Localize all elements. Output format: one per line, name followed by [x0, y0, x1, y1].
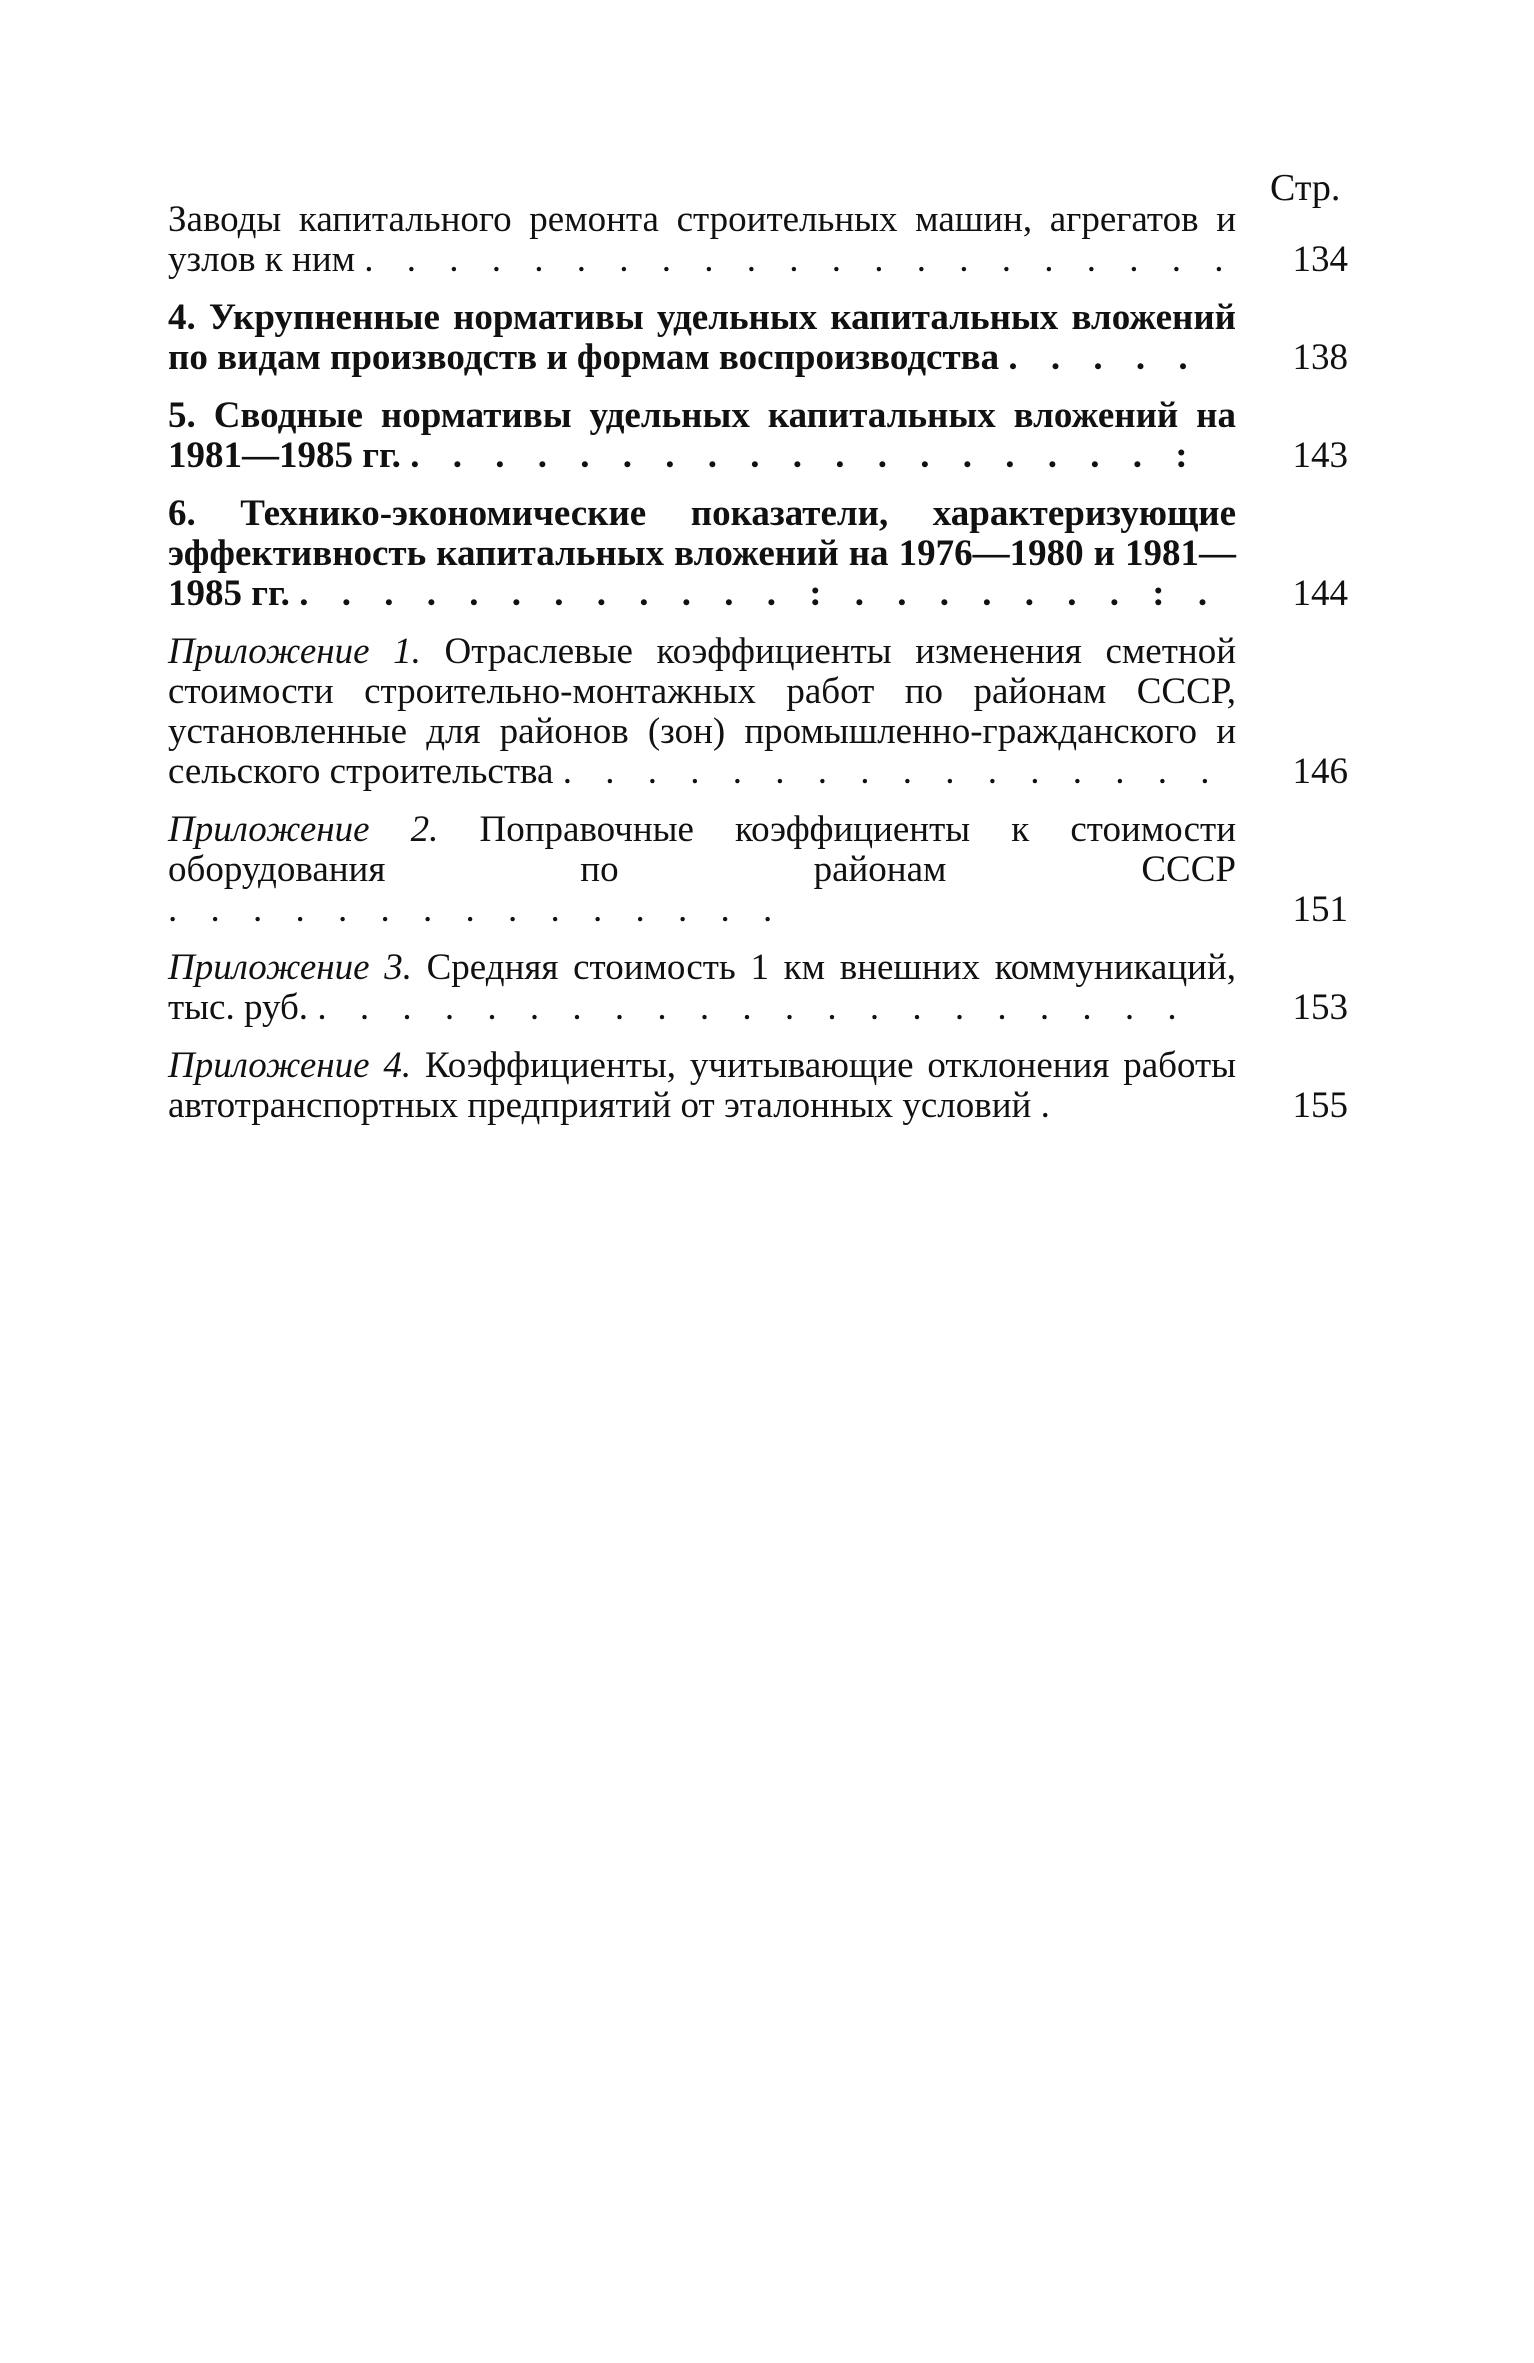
appendix-label: Приложение 4. — [168, 1045, 412, 1086]
toc-entry-text — [168, 494, 1236, 614]
toc-entry-title: Средняя стоимость 1 км внешних коммуникаций, тыс. руб. — [168, 947, 1236, 1028]
toc-entry-title: 6. Технико-экономические показатели, характеризующие эффективность капитальных вложений на 1976—1980 и 1981—1985 гг. — [168, 493, 1236, 614]
toc-entry-appendix-2 — [168, 810, 1348, 930]
toc-page-number: 144 — [1292, 573, 1348, 614]
toc-page-number: 134 — [1292, 239, 1348, 280]
leader-dots: . . . . . — [1008, 337, 1200, 378]
toc-entry-appendix-1 — [168, 632, 1348, 792]
appendix-label: Приложение 3. — [168, 947, 412, 988]
leader-dots: . . . . . . . . . . . . . . . . . . . . . — [317, 987, 1189, 1028]
leader-dots: . . . . . . . . . . . . . . . . . . . . . — [364, 239, 1236, 280]
toc-entry-text — [168, 396, 1236, 476]
toc-page-number: 143 — [1292, 435, 1348, 476]
leader-dots: . — [1040, 1085, 1062, 1126]
toc-entry-title: Поправочные коэффициенты к стоимости оборудования по районам СССР — [168, 809, 1236, 890]
toc-entry-section-4 — [168, 298, 1348, 378]
page-column-header: Стр. — [1270, 167, 1341, 209]
toc-entry-title: Отраслевые коэффициенты изменения сметной стоимости строительно-монтажных работ по районам СССР, установленные для районов (зон) промышленно-гражданского и сельского строительства — [168, 631, 1236, 792]
toc-page-number: 146 — [1292, 751, 1348, 792]
leader-dots: . . . . . . . . . . . . : . . . . . . . : . — [299, 573, 1220, 614]
toc-entry-appendix-4 — [168, 1046, 1348, 1126]
toc-page-number: 153 — [1292, 987, 1348, 1028]
toc-page-number: 151 — [1292, 889, 1348, 930]
toc-entry-section-6 — [168, 494, 1348, 614]
appendix-label: Приложение 2. — [168, 809, 439, 850]
toc-entry-title: 4. Укрупненные нормативы удельных капитальных вложений по видам производств и формам воспроизводства — [168, 297, 1236, 378]
toc-entry-title: Заводы капитального ремонта строительных машин, агрегатов и узлов к ним — [168, 199, 1236, 280]
toc-entry-section-5 — [168, 396, 1348, 476]
toc-page-number: 138 — [1292, 337, 1348, 378]
toc-entry-text — [168, 200, 1236, 280]
leader-dots: . . . . . . . . . . . . . . . . — [562, 751, 1222, 792]
toc-page-number: 155 — [1292, 1085, 1348, 1126]
toc-entry-repair-plants — [168, 200, 1348, 280]
toc-entry-title: 5. Сводные нормативы удельных капитальных вложений на 1981—1985 гг. — [168, 395, 1236, 476]
leader-dots: . . . . . . . . . . . . . . . . . . : — [410, 435, 1200, 476]
toc-entry-title: Коэффициенты, учитывающие отклонения работы автотранспортных предприятий от эталонных условий — [168, 1045, 1236, 1126]
toc-entry-appendix-3 — [168, 948, 1348, 1028]
toc-entry-text — [168, 1046, 1236, 1126]
toc-entry-text — [168, 632, 1236, 792]
table-of-contents — [168, 200, 1348, 1144]
appendix-label: Приложение 1. — [168, 631, 421, 672]
toc-entry-text — [168, 298, 1236, 378]
leader-dots: . . . . . . . . . . . . . . . — [168, 889, 785, 930]
toc-entry-text — [168, 810, 1236, 930]
toc-entry-text — [168, 948, 1236, 1028]
